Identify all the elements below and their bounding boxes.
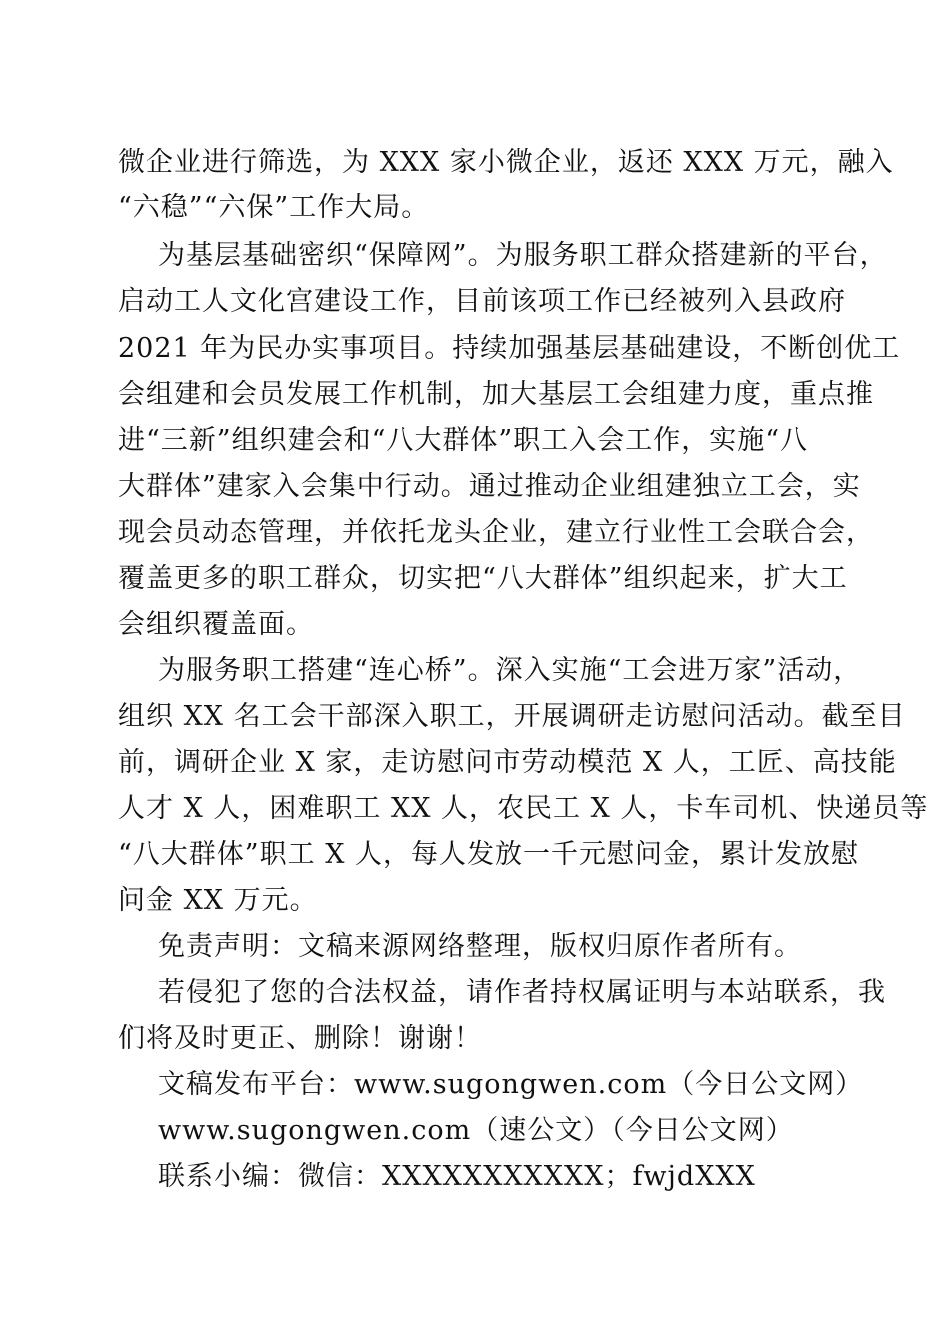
disclaimer-line: 若侵犯了您的合法权益，请作者持权属证明与本站联系，我 (158, 977, 886, 1008)
publisher-line: 文稿发布平台：www.sugongwen.com（今日公文网） (158, 1069, 864, 1100)
disclaimer-line: 们将及时更正、删除！谢谢！ (118, 1023, 482, 1054)
paragraph-line: “八大群体”职工 X 人，每人发放一千元慰问金，累计发放慰 (118, 839, 859, 870)
paragraph-line: 微企业进行筛选，为 XXX 家小微企业，返还 XXX 万元，融入 (118, 147, 894, 178)
paragraph-line: 组织 XX 名工会干部深入职工，开展调研走访慰问活动。截至目 (118, 701, 906, 732)
paragraph-line: 会组建和会员发展工作机制，加大基层工会组建力度，重点推 (118, 379, 874, 410)
paragraph-line: 进“三新”组织建会和“八大群体”职工入会工作，实施“八 (118, 425, 809, 456)
paragraph-line: 为服务职工搭建“连心桥”。深入实施“工会进万家”活动， (158, 655, 862, 686)
publisher-line: www.sugongwen.com（速公文）（今日公文网） (158, 1115, 794, 1146)
paragraph-line: “六稳”“六保”工作大局。 (118, 192, 430, 223)
paragraph-line: 2021 年为民办实事项目。持续加强基层基础建设，不断创优工 (118, 333, 901, 364)
paragraph-line: 现会员动态管理，并依托龙头企业，建立行业性工会联合会， (118, 517, 874, 548)
paragraph-line: 覆盖更多的职工群众，切实把“八大群体”组织起来，扩大工 (118, 563, 848, 594)
paragraph-line: 大群体”建家入会集中行动。通过推动企业组建独立工会，实 (118, 471, 861, 502)
disclaimer-line: 免责声明：文稿来源网络整理，版权归原作者所有。 (158, 931, 802, 962)
contact-line: 联系小编：微信：XXXXXXXXXXX；fwjdXXX (158, 1161, 756, 1192)
paragraph-line: 为基层基础密织“保障网”。为服务职工群众搭建新的平台， (158, 240, 888, 271)
paragraph-line: 启动工人文化宫建设工作，目前该项工作已经被列入县政府 (118, 286, 846, 317)
paragraph-line: 人才 X 人，困难职工 XX 人，农民工 X 人，卡车司机、快递员等 (118, 793, 929, 824)
paragraph-line: 会组织覆盖面。 (118, 609, 314, 640)
paragraph-line: 问金 XX 万元。 (118, 885, 318, 916)
paragraph-line: 前，调研企业 X 家，走访慰问市劳动模范 X 人，工匠、高技能 (118, 747, 897, 778)
